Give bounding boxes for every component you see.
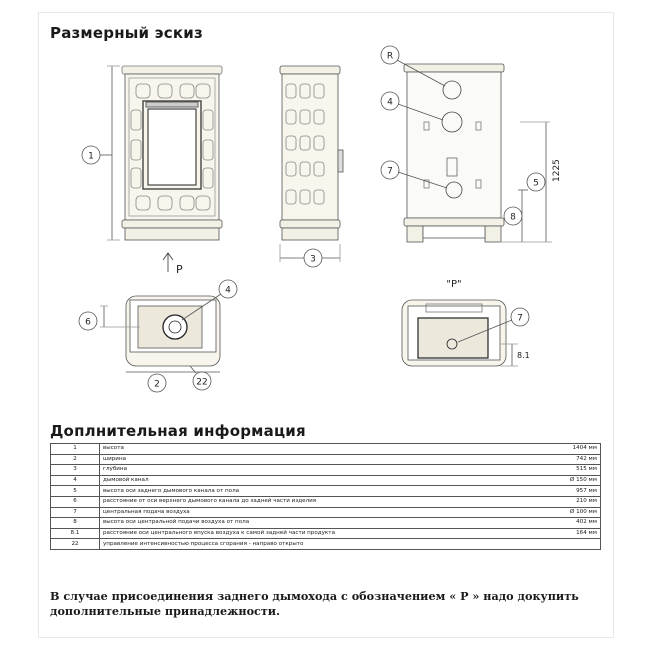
spec-value: 1404 мм [534, 444, 601, 455]
spec-row [51, 528, 601, 539]
spec-number: 8 [51, 518, 100, 529]
spec-row [51, 454, 601, 465]
spec-value: Ø 100 мм [534, 507, 601, 518]
spec-value: 164 мм [534, 528, 601, 539]
front-view [107, 66, 222, 240]
view-p [402, 300, 518, 366]
spec-description: расстояние оси центрального впуска воздуха к самой задней части продукта [100, 528, 535, 539]
spec-table [50, 443, 601, 550]
spec-number: 22 [51, 539, 100, 550]
spec-number: 5 [51, 486, 100, 497]
spec-description: высота оси заднего дымового канала от пола [100, 486, 535, 497]
spec-row [51, 507, 601, 518]
spec-row [51, 518, 601, 529]
info-title: Доплнительная информация [50, 422, 306, 440]
callout-R-label: R [386, 51, 394, 62]
side-view [280, 66, 343, 262]
spec-row [51, 496, 601, 507]
callout-6-label: 6 [85, 317, 91, 328]
spec-row [51, 539, 601, 550]
spec-number: 8.1 [51, 528, 100, 539]
spec-row [51, 486, 601, 497]
spec-description: ширина [100, 454, 535, 465]
note-text: В случае присоединения заднего дымохода с обозначением « P » надо докупить дополнительные принадлежности. [50, 589, 579, 618]
callout-22-label: 22 [196, 377, 208, 388]
callout-7-label: 7 [387, 166, 393, 177]
callout-3-label: 3 [310, 254, 316, 265]
spec-value: 402 мм [534, 518, 601, 529]
spec-row [51, 465, 601, 476]
callout-1-label: 1 [88, 151, 94, 162]
spec-description: глубина [100, 465, 535, 476]
top-view [100, 296, 220, 373]
callout-8-label: 8 [510, 212, 516, 223]
callout-4-label: 4 [387, 97, 393, 108]
callout-2-label: 2 [154, 379, 160, 390]
callout-7-back-label: 7 [517, 313, 523, 324]
spec-number: 7 [51, 507, 100, 518]
spec-number: 1 [51, 444, 100, 455]
spec-description: центральная подача воздуха [100, 507, 535, 518]
spec-number: 4 [51, 475, 100, 486]
spec-value: 210 мм [534, 496, 601, 507]
spec-row [51, 475, 601, 486]
view-p-caption: "P" [446, 279, 462, 290]
callout-4-top-label: 4 [225, 285, 231, 296]
spec-value: 515 мм [534, 465, 601, 476]
spec-value [534, 539, 601, 550]
spec-number: 3 [51, 465, 100, 476]
spec-description: дымовой канал [100, 475, 535, 486]
spec-description: управление интенсивностью процесса сгорания - направо открыто [100, 539, 535, 550]
spec-description: высота оси центральной подачи воздуха от пола [100, 518, 535, 529]
spec-description: расстояние от оси верхнего дымового канала до задней части изделия [100, 496, 535, 507]
spec-number: 6 [51, 496, 100, 507]
back-view [404, 64, 552, 242]
arrow-p-label: P [176, 263, 183, 276]
dim-1225-label: 1225 [552, 159, 562, 182]
sketch-title: Размерный эскиз [50, 24, 203, 42]
callout-5-label: 5 [533, 178, 539, 189]
spec-value: 742 мм [534, 454, 601, 465]
spec-row [51, 444, 601, 455]
callout-8-1-label: 8.1 [517, 351, 530, 360]
spec-value: Ø 150 мм [534, 475, 601, 486]
spec-value: 957 мм [534, 486, 601, 497]
spec-description: высота [100, 444, 535, 455]
spec-number: 2 [51, 454, 100, 465]
